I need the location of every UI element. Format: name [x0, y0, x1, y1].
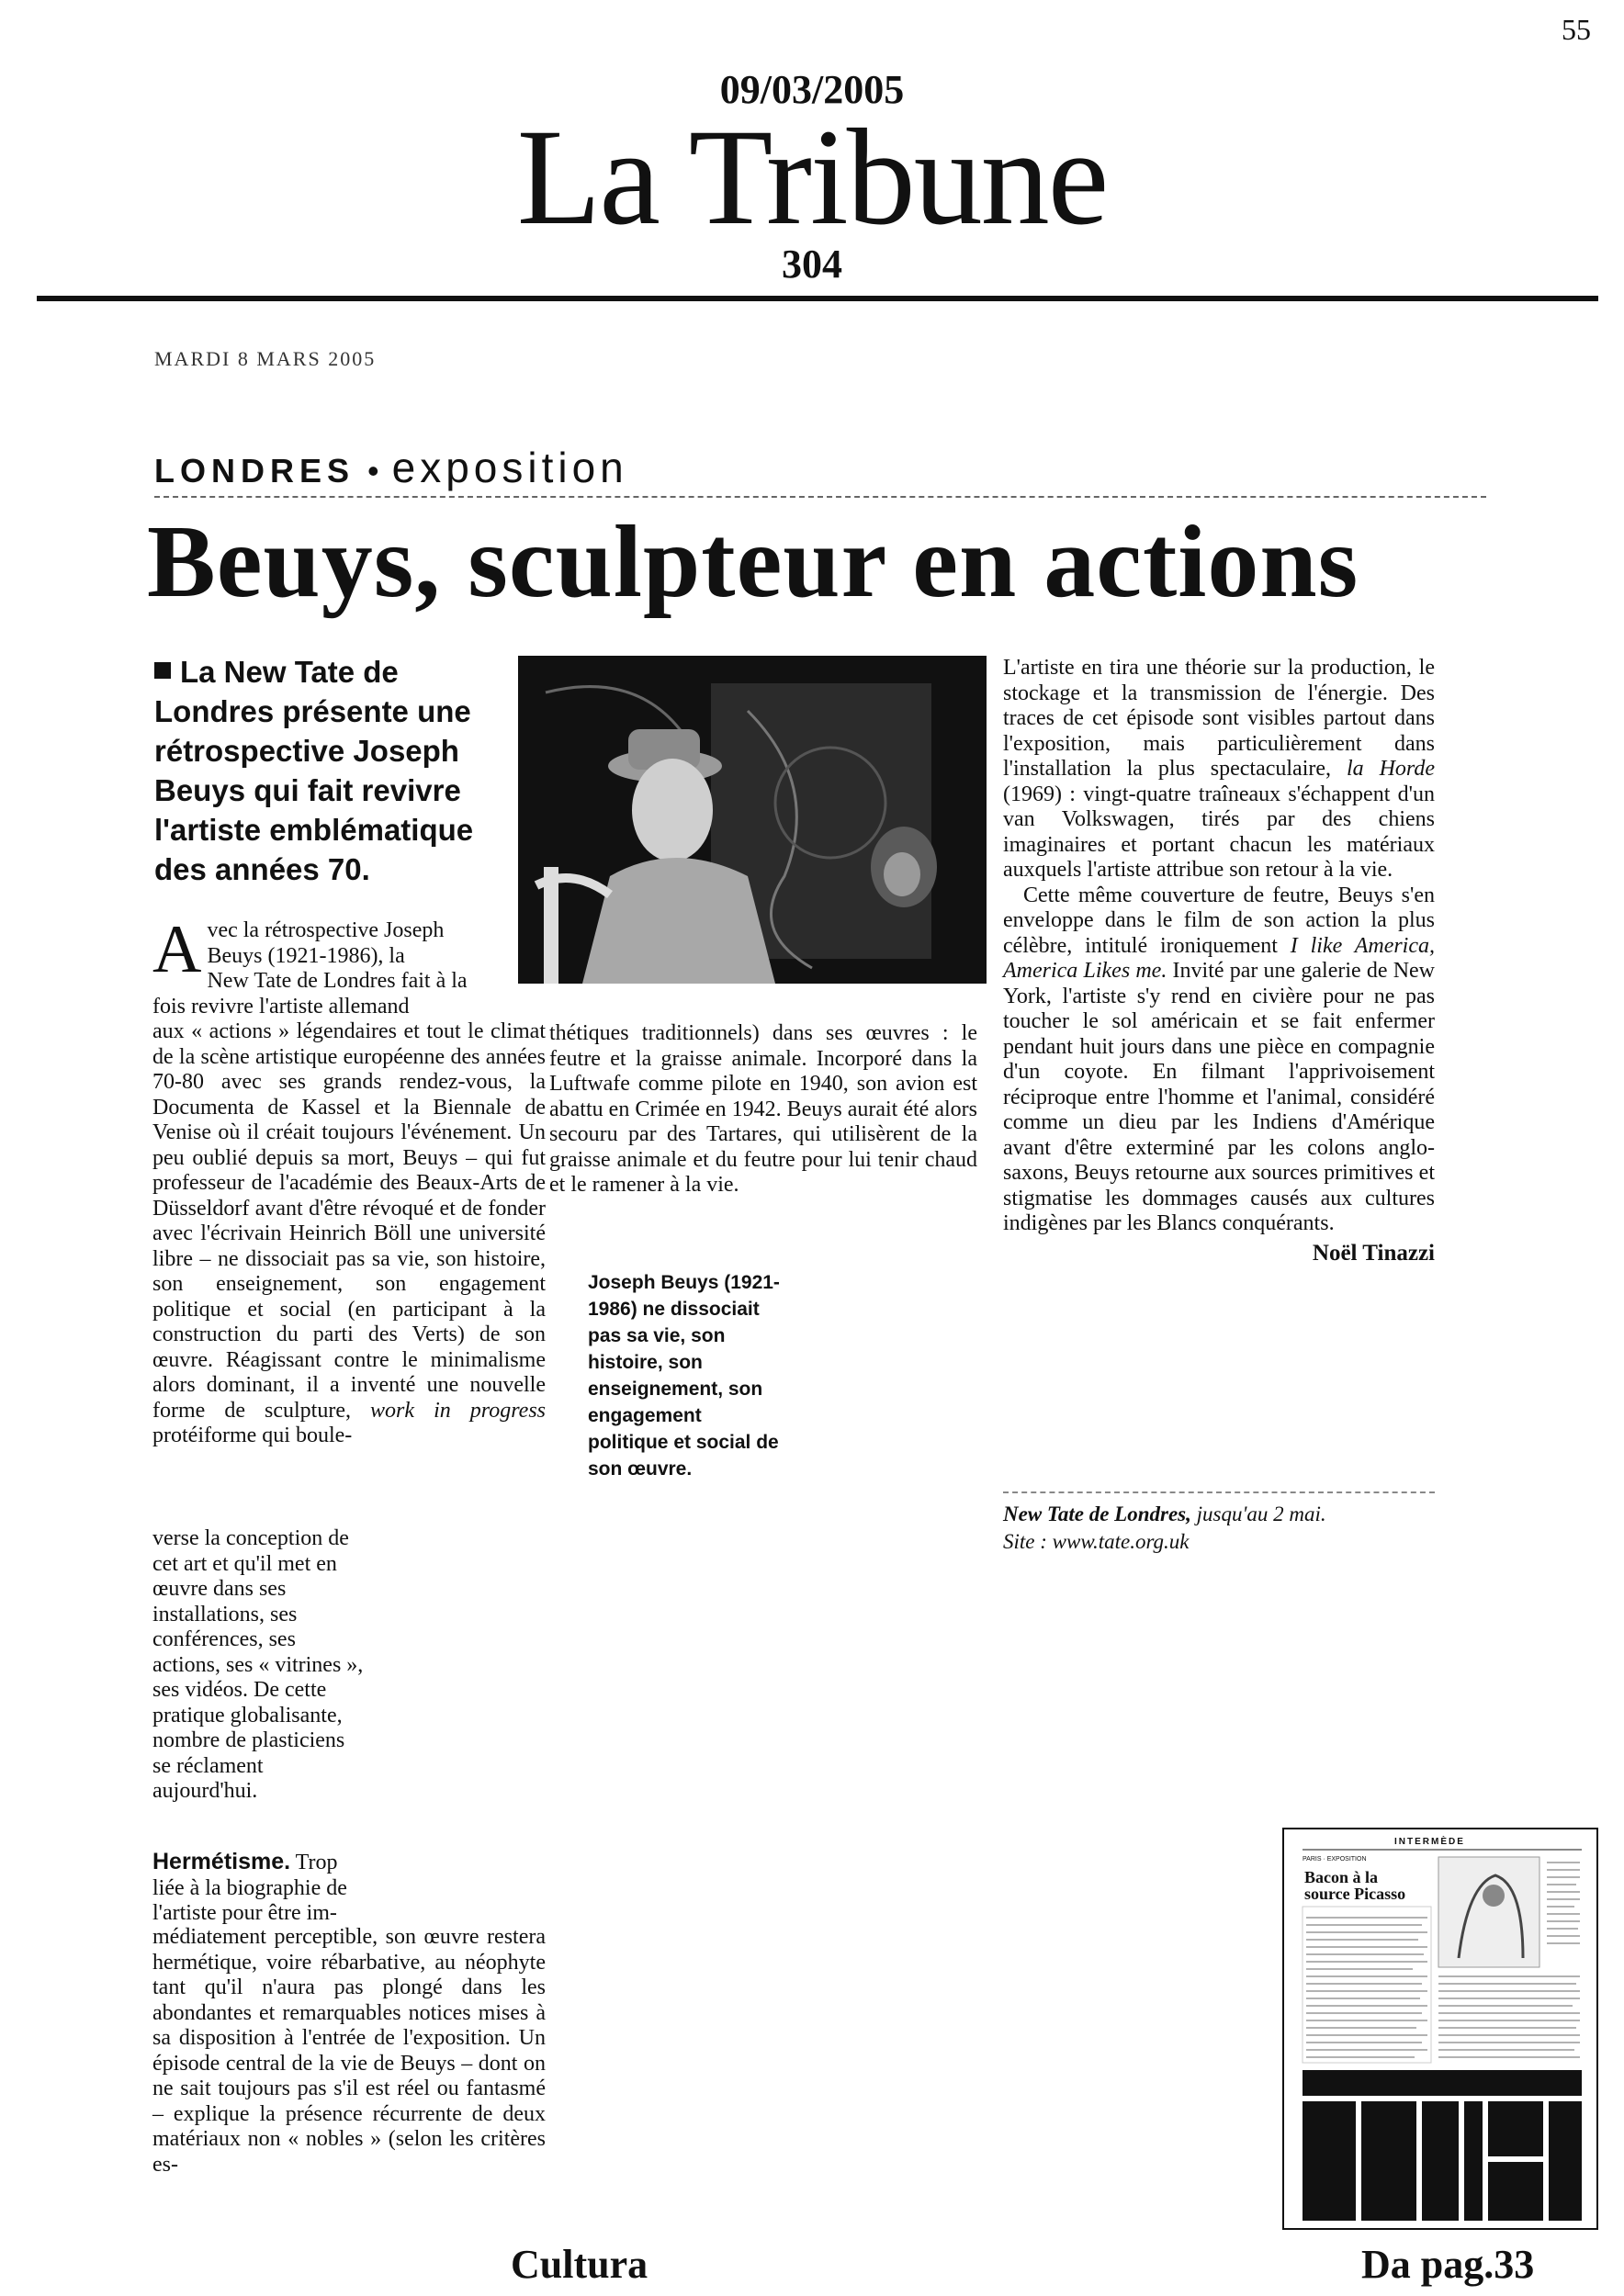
body-paragraph: médiatement perceptible, son œuvre restera hermétique, voire rébarbative, au néophyte tant qu'il n'aura pas plongé dans les abondantes et remarquables notices mises à sa disposition à l'entrée de l'exposition. Un épisode central de la vie de Beuys – dont on ne sait toujours pas s'il est réel ou fantasmé – explique la présence récurrente de deux matériaux non « nobles » (selon les critères es- — [152, 1925, 546, 2177]
kicker-separator: • — [367, 452, 379, 490]
thumbnail-section: INTERMÈDE — [1394, 1837, 1465, 1847]
article-column-3 — [1003, 656, 1435, 1266]
info-rule — [1003, 1491, 1435, 1493]
body-paragraph: aux « actions » légendaires et tout le climat de la scène artistique européenne des années 70-80 avec ses grands rendez-vous, la Documenta de Kassel et la Biennale de Venise où il créait toujours l'événement. Un peu oublié depuis sa mort, Beuys – qui fut professeur de l'académie des Beaux-Arts de Düsseldorf avant d'être révoqué et de fonder avec l'écrivain Heinrich Böll une université libre – ne dissociait pas sa vie, son histoire, son enseignement, son engagement politique et social (en participant à la construction du parti des Verts) de son œuvre. Réagissant contre le minimalisme alors dominant, il a inventé une nouvelle forme de sculpture, — [152, 1019, 546, 1423]
body-paragraph: thétiques traditionnels) dans ses œuvres : le feutre et la graisse animale. Incorporé dans la Luftwafe comme pilote en 1940, son avion est abattu en Crimée en 1942. Beuys aurait été alors secouru par des Tartares, qui utilisèrent de la graisse animale et du feutre pour lui tenir chaud et le ramener à la vie. — [549, 1021, 977, 1197]
footer-source-page: Da pag.33 — [1361, 2242, 1535, 2287]
article-column-2 — [549, 1021, 977, 1199]
article-column-1-continued — [152, 1019, 546, 1449]
masthead-title: La Tribune — [516, 101, 1108, 253]
masthead-code: 304 — [782, 242, 842, 287]
photo-caption: Joseph Beuys (1921-1986) ne dissociait pas sa vie, son histoire, son enseignement, son engagement politique et social de son œuvre. — [588, 1272, 780, 1480]
italic-title: I like America, America Likes me. — [1003, 933, 1436, 983]
lede-text: La New Tate de Londres présente une rétrospective Joseph Beuys qui fait revivre l'artiste emblématique des années 70. — [154, 655, 474, 886]
headline: Beuys, sculpteur en actions — [147, 505, 1359, 619]
section-kicker — [154, 443, 628, 492]
body-text-run: (1969) : vingt-quatre traîneaux s'échappent d'un van Volkswagen, tirés par des chiens imaginaires et portant chacun les matériaux auxquels l'artiste attribue son retour à la vie. — [1003, 782, 1435, 882]
article-column-1-narrow — [152, 1526, 367, 1805]
italic-term: work in progress — [370, 1398, 546, 1423]
body-paragraph — [1003, 884, 1435, 1237]
kicker-place: LONDRES — [154, 452, 355, 490]
masthead-date: 09/03/2005 — [719, 67, 905, 112]
article-column-1-hermetisme — [152, 1850, 373, 1927]
body-paragraph: protéiforme qui boule- — [152, 1424, 353, 1447]
body-line: fois revivre l'artiste allemand — [152, 994, 410, 1019]
body-text-run: Cette même couverture de feutre, Beuys s'en enveloppe dans le film de son action la plus célèbre, intitulé ironiquement — [1003, 883, 1435, 958]
footer-section: Cultura — [511, 2242, 648, 2287]
body-line: New Tate de Londres fait à la — [207, 969, 468, 993]
masthead-rule — [37, 296, 1598, 301]
article-column-1 — [152, 912, 498, 1019]
body-line: vec la rétrospective Joseph — [207, 918, 445, 942]
kicker-rule — [154, 496, 1486, 498]
article-photo — [518, 656, 987, 984]
lede — [154, 652, 503, 889]
source-page-thumbnail — [1282, 1828, 1598, 2230]
thumbnail-kicker: PARIS · EXPOSITION — [1303, 1856, 1367, 1863]
body-paragraph — [1003, 656, 1435, 884]
italic-title: la Horde — [1346, 757, 1436, 781]
author-credit: Noël Tinazzi — [1312, 1240, 1435, 1266]
subhead: Hermétisme. — [152, 1849, 291, 1874]
exhibition-info-line — [1003, 1501, 1435, 1528]
body-line: Beuys (1921-1986), la — [207, 943, 405, 968]
exhibition-venue: New Tate de Londres, — [1003, 1503, 1191, 1525]
body-paragraph: Trop liée à la biographie de l'artiste pour être im- — [152, 1851, 347, 1925]
thumbnail-headline-line-2: source Picasso — [1304, 1885, 1406, 1903]
thumbnail-illustration — [1284, 1829, 1598, 2230]
body-paragraph: verse la conception de cet art et qu'il met en œuvre dans ses installations, ses conférences, ses actions, ses « vitrines », ses vidéos. De cette pratique globalisante, nombre de plasticiens se réclament aujourd'hui. — [152, 1526, 364, 1803]
exhibition-dates: jusqu'au 2 mai. — [1196, 1503, 1326, 1525]
body-text-run: L'artiste en tira une théorie sur la production, le stockage et la transmission de l'énergie. Des traces de cet épisode sont visibles partout dans l'exposition, mais particulièrement dans l'installation la plus spectaculaire, — [1003, 656, 1435, 781]
exhibition-site: Site : www.tate.org.uk — [1003, 1530, 1190, 1553]
issue-date: MARDI 8 MARS 2005 — [154, 347, 377, 370]
page-number: 55 — [1562, 13, 1591, 46]
exhibition-info — [1003, 1501, 1435, 1556]
bullet-icon — [154, 662, 171, 679]
dropcap: A — [152, 912, 202, 987]
body-text-run: Invité par une galerie de New York, l'artiste s'y rend en civière pour ne pas toucher le sol américain et se fait enfermer pendant huit jours dans une pièce en compagnie d'un coyote. En filmant l'apprivoisement réciproque entre l'homme et l'animal, considéré comme un dieu par les Indiens d'Amérique avant d'être exterminé par les colons anglo-saxons, Beuys retourne aux sources primitives et stigmatise les dommages causés aux cultures indigènes par les Blancs conquérants. — [1003, 959, 1436, 1235]
kicker-topic: exposition — [391, 444, 628, 491]
article-column-1-wide — [152, 1925, 546, 2178]
photo-artist-illustration — [518, 656, 987, 984]
thumbnail-headline-line-1: Bacon à la — [1304, 1868, 1379, 1886]
